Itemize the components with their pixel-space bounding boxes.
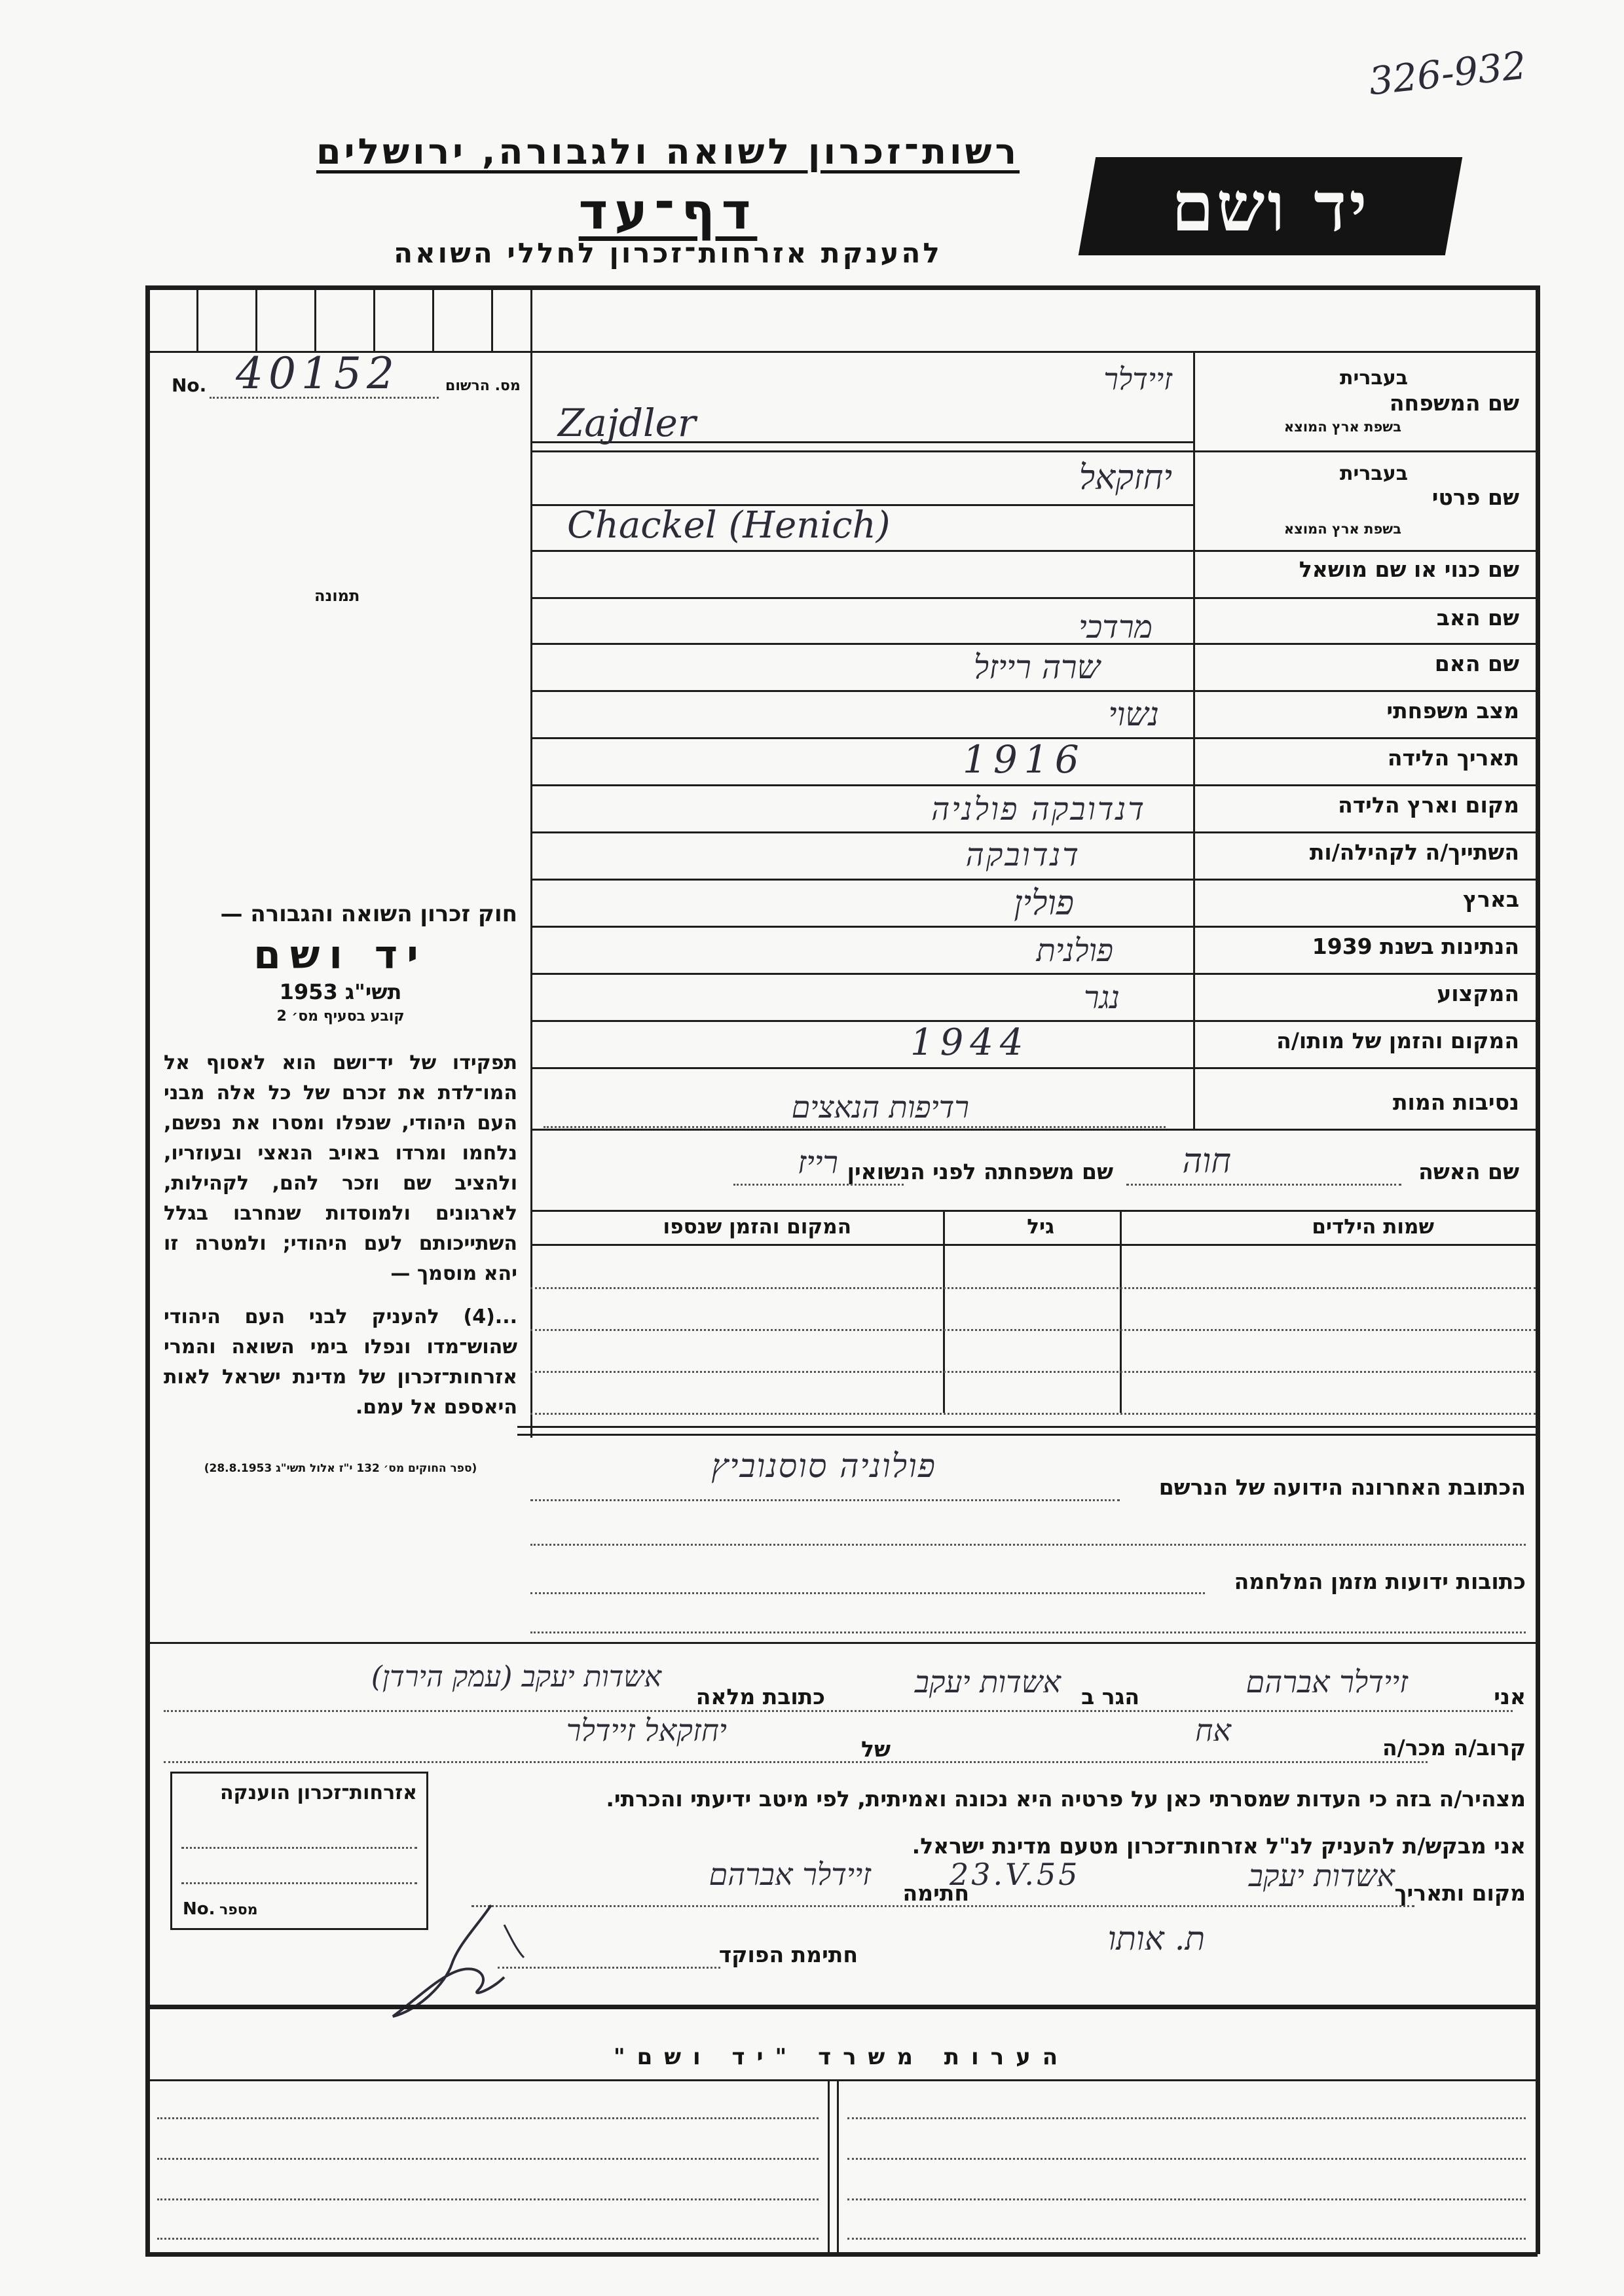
decl-relation-label: קרוב/ה מכר/ה bbox=[1382, 1735, 1526, 1760]
label-death: המקום והזמן של מותו/ה bbox=[1276, 1028, 1519, 1053]
value-maiden: רייז bbox=[797, 1144, 838, 1181]
form-subtitle: להענקת אזרחות־זכרון לחללי השואה bbox=[394, 237, 942, 269]
decl-town: אשדות יעקב bbox=[914, 1664, 1061, 1700]
row-divider bbox=[530, 831, 1536, 833]
label-death-circ: נסיבות המות bbox=[1392, 1089, 1519, 1115]
label-marital: מצב משפחתי bbox=[1386, 698, 1519, 723]
address-bottom bbox=[145, 1642, 1538, 1644]
logo-text: יד ושם bbox=[1171, 166, 1370, 247]
war-address-line bbox=[530, 1592, 1205, 1594]
law-source: (ספר החוקים מס׳ 132 י"ז אלול תשי"ג 28.8.1953) bbox=[204, 1462, 477, 1475]
strip-divider bbox=[196, 285, 198, 351]
address-top bbox=[517, 1434, 1536, 1436]
citizenship-line bbox=[181, 1882, 417, 1884]
decl-officer-label: חתימת הפוקד bbox=[718, 1942, 858, 1967]
children-header-line bbox=[530, 1244, 1536, 1246]
notes-header-line bbox=[145, 2079, 1538, 2081]
label-last-address: הכתובת האחרונה הידועה של הנרשם bbox=[1158, 1474, 1526, 1500]
decl-signature-label: חתימה bbox=[902, 1880, 969, 1906]
value-marital: נשוי bbox=[1108, 695, 1159, 733]
strip-divider bbox=[314, 285, 316, 351]
value-first-native: Chackel (Henich) bbox=[567, 504, 891, 547]
value-death: 1944 bbox=[910, 1021, 1030, 1064]
law-text-2: ...(4) להעניק לבני העם היהודי שהוש־מדו ונפלו בימי השואה והמרי אזרחות־זכרון של מדינת ישראל לאות היאספם אל עמם. bbox=[164, 1305, 517, 1419]
address-line bbox=[530, 1544, 1526, 1546]
strip-divider bbox=[255, 285, 257, 351]
decl-relation: אח bbox=[1195, 1713, 1231, 1748]
law-year: תשי"ג 1953 bbox=[279, 979, 402, 1004]
label-profession: המקצוע bbox=[1437, 981, 1519, 1006]
label-nickname: שם כנוי או שם מושאל bbox=[1299, 556, 1519, 582]
row-divider bbox=[530, 926, 1536, 928]
decl-of: של bbox=[861, 1736, 891, 1762]
label-community: השתייך/ה לקהילה/ות bbox=[1309, 839, 1519, 865]
children-col bbox=[943, 1210, 945, 1413]
children-header-age: גיל bbox=[1027, 1215, 1054, 1239]
children-header-place: המקום והזמן שנספו bbox=[663, 1215, 851, 1239]
label-nationality: הנתינות בשנת 1939 bbox=[1312, 934, 1519, 959]
children-row bbox=[530, 1413, 1536, 1415]
decl-place-date-label: מקום ותאריך bbox=[1394, 1880, 1526, 1906]
label-country: בארץ bbox=[1463, 886, 1519, 912]
value-country: פולין bbox=[1014, 884, 1074, 923]
last-address-line bbox=[530, 1499, 1120, 1501]
children-bottom bbox=[517, 1426, 1536, 1428]
address-line bbox=[530, 1631, 1526, 1633]
notes-divider bbox=[828, 2079, 830, 2252]
children-row bbox=[530, 1287, 1536, 1289]
yad-vashem-logo bbox=[1079, 157, 1462, 255]
citizenship-number-en: No. bbox=[183, 1899, 215, 1919]
law-title: חוק זכרון השואה והגבורה — bbox=[220, 901, 517, 927]
archive-number: 326-932 bbox=[1367, 43, 1528, 104]
label-column-border bbox=[1193, 351, 1195, 1129]
decl-full-address-label: כתובת מלאה bbox=[695, 1684, 825, 1709]
decl-date: 23.V.55 bbox=[950, 1857, 1080, 1892]
strip-divider bbox=[373, 285, 375, 351]
form-title: דף־עד bbox=[578, 182, 758, 240]
law-block bbox=[164, 901, 517, 1475]
row-divider bbox=[530, 550, 1536, 552]
registration-label: מס. הרשום bbox=[445, 378, 521, 394]
decl-deceased: יחזקאל זיידלר bbox=[566, 1713, 727, 1748]
label-wife: שם האשה bbox=[1418, 1159, 1519, 1184]
label-war-address: כתובות ידועות מזמן המלחמה bbox=[1234, 1569, 1526, 1594]
notes-divider bbox=[837, 2079, 839, 2252]
children-col bbox=[1120, 1210, 1122, 1413]
registration-label-en: No. bbox=[172, 374, 207, 396]
decl-declarant: זיידלר אברהם bbox=[1246, 1664, 1408, 1700]
notes-line bbox=[157, 2117, 819, 2119]
decl-statement: מצהיר/ה בזה כי העדות שמסרתי כאן על פרטיה היא נכונה ואמיתית, לפי מיטב ידיעתי והכרתי. bbox=[606, 1786, 1526, 1812]
value-death-circ: רדיפות הנאצים bbox=[791, 1089, 969, 1125]
row-divider bbox=[530, 643, 1536, 645]
value-community: דנדובקה bbox=[965, 837, 1080, 873]
sub-first-hebrew: בעברית bbox=[1340, 462, 1408, 485]
notes-top bbox=[145, 2005, 1538, 2009]
value-wife: חוה bbox=[1182, 1142, 1231, 1181]
frame-right bbox=[1536, 285, 1540, 2254]
strip-divider bbox=[491, 285, 493, 351]
label-birth-date: תאריך הלידה bbox=[1387, 745, 1519, 771]
law-name: יד ושם bbox=[253, 932, 428, 978]
value-profession: נגר bbox=[1083, 979, 1120, 1016]
children-row bbox=[530, 1329, 1536, 1331]
row-divider bbox=[530, 1067, 1536, 1069]
sub-family-native: בשפת ארץ המוצא bbox=[1283, 419, 1401, 435]
label-mother: שם האם bbox=[1434, 651, 1519, 676]
children-top bbox=[530, 1210, 1536, 1212]
decl-ani: אני bbox=[1494, 1684, 1526, 1709]
row-divider bbox=[530, 1020, 1536, 1022]
value-family-hebrew: זיידלר bbox=[1103, 361, 1172, 397]
wife-line bbox=[1126, 1184, 1401, 1186]
frame-top bbox=[145, 285, 1538, 290]
value-father: מרדכי bbox=[1079, 609, 1153, 646]
decl-line-1 bbox=[164, 1710, 1513, 1712]
strip-divider bbox=[432, 285, 434, 351]
death-circ-line bbox=[544, 1126, 1166, 1128]
row-divider bbox=[530, 1129, 1536, 1131]
citizenship-line bbox=[181, 1847, 417, 1849]
value-mother: שרה רייזל bbox=[973, 648, 1100, 686]
notes-line bbox=[157, 2238, 819, 2240]
value-last-address: פולוניה סוסנוביץ bbox=[711, 1447, 936, 1485]
decl-officer: ת. אותו bbox=[1107, 1920, 1205, 1958]
decl-resides: הגר ב bbox=[1081, 1684, 1139, 1709]
label-first-name: שם פרטי bbox=[1431, 484, 1519, 510]
row-divider bbox=[530, 690, 1536, 692]
value-nationality: פולנית bbox=[1036, 932, 1113, 969]
label-maiden: שם משפחתה לפני הנשואין bbox=[847, 1159, 1113, 1184]
decl-full-address: אשדות יעקב (עמק הירדן) bbox=[371, 1660, 661, 1694]
row-divider bbox=[530, 973, 1536, 975]
row-divider bbox=[530, 879, 1536, 881]
notes-line bbox=[847, 2158, 1526, 2160]
notes-line bbox=[157, 2198, 819, 2200]
law-text-1: תפקידו של יד־ושם הוא לאסוף אל המו־לדת את זכרם של כל אלה מבני העם היהודי, שנפלו ומסרו את נפשם, נלחמו ומרדו באויב הנאצי ובעוזריו, ולהציב שם וזכר להם, לקהילות, לארגונים ולמוסדות שנחרבו בגלל השתייכותם לעם היהודי; ולמטרה זו יהא מוסמך — bbox=[164, 1051, 517, 1285]
citizenship-number-label: מספר bbox=[219, 1902, 258, 1918]
sub-first-native: בשפת ארץ המוצא bbox=[1283, 521, 1401, 537]
notes-line bbox=[847, 2198, 1526, 2200]
label-birth-place: מקום וארץ הלידה bbox=[1338, 792, 1519, 818]
left-column-border bbox=[530, 285, 532, 1438]
notes-line bbox=[157, 2158, 819, 2160]
decl-place: אשדות יעקב bbox=[1248, 1858, 1395, 1893]
row-divider bbox=[530, 597, 1536, 599]
value-first-hebrew: יחזקאל bbox=[1079, 458, 1172, 498]
registration-number: 40152 bbox=[236, 348, 399, 399]
children-header-names: שמות הילדים bbox=[1312, 1215, 1434, 1239]
photo-label: תמונה bbox=[314, 587, 360, 605]
children-row bbox=[530, 1371, 1536, 1373]
value-birth-place: דנדובקה פולניה bbox=[931, 791, 1146, 828]
sub-family-hebrew: בעברית bbox=[1340, 367, 1408, 390]
decl-request: אני מבקש/ת להעניק לנ"ל אזרחות־זכרון מטעם מדינת ישראל. bbox=[912, 1833, 1526, 1859]
decl-signature: זיידלר אברהם bbox=[709, 1857, 871, 1892]
value-birth-date: 1916 bbox=[963, 737, 1086, 782]
value-family-native: Zajdler bbox=[558, 401, 696, 445]
citizenship-box bbox=[170, 1772, 428, 1930]
maiden-line bbox=[733, 1184, 904, 1186]
decl-line-2 bbox=[164, 1761, 1428, 1763]
authority-name: רשות־זכרון לשואה ולגבורה, ירושלים bbox=[316, 131, 1020, 172]
notes-line bbox=[847, 2238, 1526, 2240]
label-family-name: שם המשפחה bbox=[1389, 390, 1519, 416]
row-divider bbox=[530, 450, 1536, 452]
frame-left bbox=[145, 285, 150, 2254]
label-father: שם האב bbox=[1436, 605, 1519, 630]
citizenship-title: אזרחות־זכרון הוענקה bbox=[219, 1781, 417, 1804]
frame-bottom bbox=[145, 2252, 1538, 2257]
notes-line bbox=[847, 2117, 1526, 2119]
row-divider bbox=[530, 784, 1536, 786]
law-clause: קובע בסעיף מס׳ 2 bbox=[276, 1008, 405, 1025]
office-notes-title: הערות משרד "יד ושם" bbox=[613, 2044, 1070, 2070]
